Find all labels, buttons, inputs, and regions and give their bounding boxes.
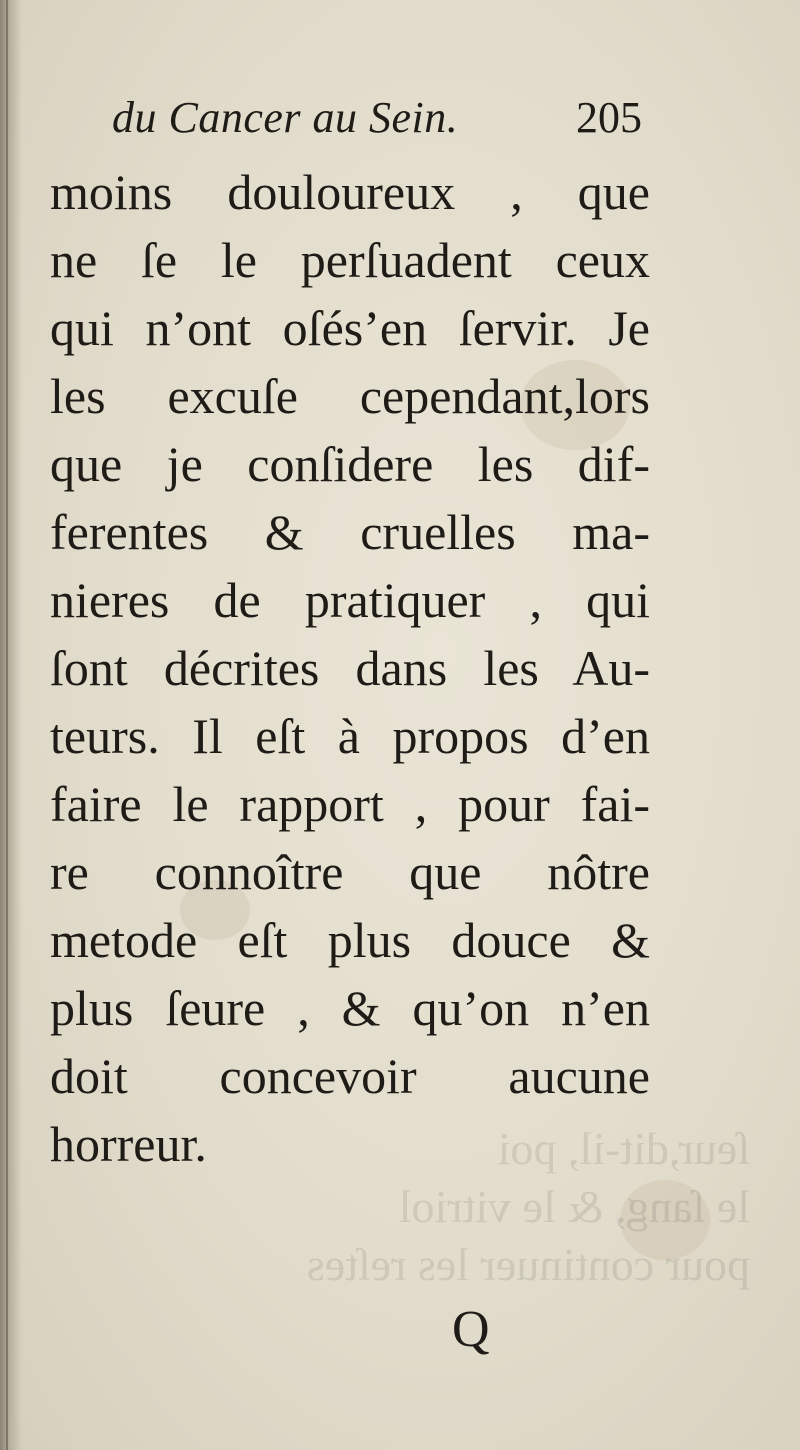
text-line: ferentes & cruelles ma- <box>50 504 650 560</box>
running-head-title: du Cancer au Sein. <box>112 93 459 142</box>
text-line: que je conſidere les dif- <box>50 436 650 492</box>
text-line: metode eſt plus douce & <box>50 912 650 968</box>
body-text <box>50 158 650 1178</box>
text-line: nieres de pratiquer , qui <box>50 572 650 628</box>
text-line: qui n’ont oſés’en ſervir. Je <box>50 300 650 356</box>
text-line: horreur. <box>50 1116 207 1172</box>
text-line: faire le rapport , pour fai- <box>50 776 650 832</box>
running-header <box>112 92 642 152</box>
page-number: 205 <box>576 93 642 142</box>
text-line: re connoître que nôtre <box>50 844 650 900</box>
text-line: ſont décrites dans les Au- <box>50 640 650 696</box>
bleed-through-text: ſeur,dit-il, poi le ſang, & le vitriol pour continuer les reſtes <box>306 1123 750 1290</box>
catchword: Q <box>452 1301 490 1358</box>
text-line: teurs. Il eſt à propos d’en <box>50 708 650 764</box>
page-gutter-shadow <box>0 0 22 1450</box>
text-line: plus ſeure , & qu’on n’en <box>50 980 650 1036</box>
text-line: doit concevoir aucune <box>50 1048 650 1104</box>
text-line: les excuſe cependant,lors <box>50 368 650 424</box>
text-line: moins douloureux , que <box>50 164 650 220</box>
text-line: ne ſe le perſuadent ceux <box>50 232 650 288</box>
binding-edge-line <box>6 0 8 1450</box>
